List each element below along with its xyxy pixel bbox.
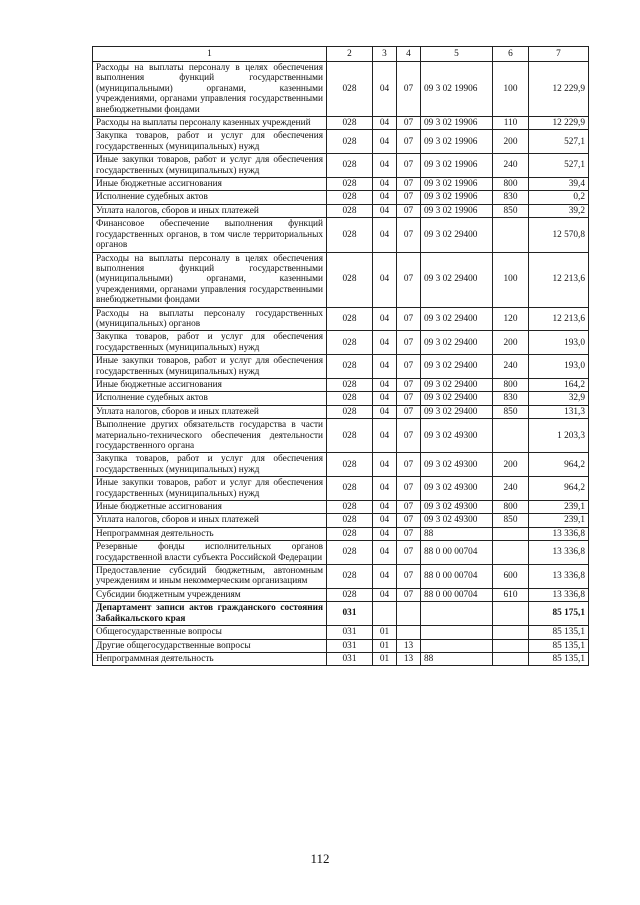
row-subsection-code: 13 — [397, 639, 421, 652]
row-description: Иные закупки товаров, работ и услуг для обеспечения государственных (муниципальных) нужд — [93, 477, 327, 501]
row-target-article: 88 0 00 00704 — [421, 565, 493, 589]
row-expense-type: 800 — [493, 378, 529, 391]
row-description: Непрограммная деятельность — [93, 652, 327, 665]
row-expense-type: 610 — [493, 588, 529, 601]
table-row — [93, 602, 589, 626]
header-cell-6: 6 — [493, 47, 529, 62]
row-admin-code: 031 — [327, 639, 373, 652]
row-section-code: 04 — [373, 130, 397, 154]
table-row — [93, 204, 589, 217]
row-target-article: 09 3 02 29400 — [421, 218, 493, 252]
table-row — [93, 588, 589, 601]
row-section-code: 04 — [373, 117, 397, 130]
row-amount: 13 336,8 — [529, 527, 589, 540]
row-subsection-code: 07 — [397, 565, 421, 589]
row-section-code: 04 — [373, 588, 397, 601]
row-section-code: 01 — [373, 652, 397, 665]
budget-table — [92, 46, 589, 666]
table-row — [93, 62, 589, 117]
header-cell-2: 2 — [327, 47, 373, 62]
row-description: Закупка товаров, работ и услуг для обеспечения государственных (муниципальных) нужд — [93, 331, 327, 355]
row-admin-code: 028 — [327, 252, 373, 307]
row-section-code: 04 — [373, 565, 397, 589]
row-target-article: 09 3 02 19906 — [421, 154, 493, 178]
row-section-code: 04 — [373, 419, 397, 453]
table-row — [93, 117, 589, 130]
row-description: Расходы на выплаты персоналу казенных учреждений — [93, 117, 327, 130]
row-section-code: 04 — [373, 378, 397, 391]
table-row — [93, 419, 589, 453]
row-admin-code: 028 — [327, 218, 373, 252]
row-admin-code: 028 — [327, 477, 373, 501]
row-amount: 964,2 — [529, 453, 589, 477]
row-description: Уплата налогов, сборов и иных платежей — [93, 204, 327, 217]
row-section-code: 04 — [373, 514, 397, 527]
row-target-article: 09 3 02 29400 — [421, 355, 493, 379]
row-description: Иные закупки товаров, работ и услуг для обеспечения государственных (муниципальных) нужд — [93, 355, 327, 379]
row-amount: 85 135,1 — [529, 639, 589, 652]
row-target-article: 09 3 02 49300 — [421, 501, 493, 514]
table-row — [93, 378, 589, 391]
row-expense-type — [493, 626, 529, 639]
row-admin-code: 028 — [327, 355, 373, 379]
row-admin-code: 028 — [327, 378, 373, 391]
row-subsection-code: 07 — [397, 204, 421, 217]
row-section-code: 04 — [373, 218, 397, 252]
table-row — [93, 252, 589, 307]
row-description: Уплата налогов, сборов и иных платежей — [93, 405, 327, 418]
row-section-code: 04 — [373, 405, 397, 418]
row-amount: 32,9 — [529, 392, 589, 405]
row-target-article: 09 3 02 19906 — [421, 191, 493, 204]
row-subsection-code: 07 — [397, 453, 421, 477]
row-section-code: 04 — [373, 331, 397, 355]
row-subsection-code: 07 — [397, 477, 421, 501]
table-row — [93, 453, 589, 477]
row-section-code: 04 — [373, 541, 397, 565]
table-row — [93, 355, 589, 379]
row-admin-code: 028 — [327, 154, 373, 178]
row-section-code: 04 — [373, 62, 397, 117]
row-description: Субсидии бюджетным учреждениям — [93, 588, 327, 601]
row-description: Выполнение других обязательств государства в части материально-технического обеспечения деятельности государственного органа — [93, 419, 327, 453]
row-target-article: 09 3 02 49300 — [421, 477, 493, 501]
row-target-article — [421, 626, 493, 639]
row-expense-type: 850 — [493, 514, 529, 527]
row-amount: 39,4 — [529, 178, 589, 191]
row-subsection-code — [397, 626, 421, 639]
row-description: Закупка товаров, работ и услуг для обеспечения государственных (муниципальных) нужд — [93, 453, 327, 477]
row-target-article: 09 3 02 29400 — [421, 378, 493, 391]
row-section-code: 04 — [373, 453, 397, 477]
row-amount: 85 135,1 — [529, 626, 589, 639]
row-amount: 964,2 — [529, 477, 589, 501]
row-amount: 12 213,6 — [529, 307, 589, 331]
table-row — [93, 477, 589, 501]
row-admin-code: 031 — [327, 602, 373, 626]
row-amount: 12 570,8 — [529, 218, 589, 252]
table-row — [93, 626, 589, 639]
row-target-article: 88 0 00 00704 — [421, 588, 493, 601]
row-subsection-code: 07 — [397, 62, 421, 117]
row-expense-type: 100 — [493, 62, 529, 117]
row-admin-code: 028 — [327, 453, 373, 477]
row-expense-type: 830 — [493, 392, 529, 405]
row-amount: 39,2 — [529, 204, 589, 217]
row-section-code: 04 — [373, 501, 397, 514]
row-subsection-code: 07 — [397, 178, 421, 191]
row-description: Финансовое обеспечение выполнения функций государственных органов, в том числе территориальных органов — [93, 218, 327, 252]
table-row — [93, 527, 589, 540]
row-admin-code: 028 — [327, 331, 373, 355]
row-description: Резервные фонды исполнительных органов государственной власти субъекта Российской Федерации — [93, 541, 327, 565]
row-target-article: 09 3 02 19906 — [421, 204, 493, 217]
row-admin-code: 028 — [327, 527, 373, 540]
header-cell-3: 3 — [373, 47, 397, 62]
row-subsection-code: 07 — [397, 218, 421, 252]
row-expense-type: 830 — [493, 191, 529, 204]
row-admin-code: 028 — [327, 514, 373, 527]
row-amount: 131,3 — [529, 405, 589, 418]
row-target-article: 09 3 02 49300 — [421, 453, 493, 477]
row-expense-type — [493, 419, 529, 453]
table-row — [93, 652, 589, 665]
table-row — [93, 178, 589, 191]
row-section-code: 04 — [373, 154, 397, 178]
table-header-row — [93, 47, 589, 62]
row-expense-type — [493, 218, 529, 252]
row-expense-type: 200 — [493, 130, 529, 154]
row-admin-code: 028 — [327, 588, 373, 601]
row-amount: 12 229,9 — [529, 62, 589, 117]
row-expense-type: 120 — [493, 307, 529, 331]
table-body — [93, 47, 589, 666]
row-subsection-code: 07 — [397, 378, 421, 391]
row-description: Предоставление субсидий бюджетным, автономным учреждениям и иным некоммерческим организациям — [93, 565, 327, 589]
row-target-article: 09 3 02 19906 — [421, 117, 493, 130]
row-amount: 527,1 — [529, 154, 589, 178]
row-subsection-code: 07 — [397, 154, 421, 178]
row-section-code: 04 — [373, 191, 397, 204]
row-admin-code: 028 — [327, 130, 373, 154]
row-subsection-code: 07 — [397, 117, 421, 130]
row-admin-code: 028 — [327, 501, 373, 514]
row-admin-code: 028 — [327, 62, 373, 117]
row-description: Другие общегосударственные вопросы — [93, 639, 327, 652]
header-cell-1: 1 — [93, 47, 327, 62]
row-expense-type: 600 — [493, 565, 529, 589]
row-subsection-code: 07 — [397, 355, 421, 379]
row-expense-type: 200 — [493, 453, 529, 477]
row-description: Общегосударственные вопросы — [93, 626, 327, 639]
row-section-code: 04 — [373, 204, 397, 217]
row-admin-code: 028 — [327, 565, 373, 589]
row-amount: 164,2 — [529, 378, 589, 391]
row-admin-code: 028 — [327, 392, 373, 405]
row-admin-code: 028 — [327, 307, 373, 331]
row-description: Непрограммная деятельность — [93, 527, 327, 540]
row-admin-code: 028 — [327, 117, 373, 130]
row-subsection-code: 07 — [397, 588, 421, 601]
row-description: Исполнение судебных актов — [93, 191, 327, 204]
row-subsection-code: 07 — [397, 331, 421, 355]
row-subsection-code: 13 — [397, 652, 421, 665]
row-amount: 527,1 — [529, 130, 589, 154]
row-target-article: 09 3 02 49300 — [421, 514, 493, 527]
table-row — [93, 565, 589, 589]
row-subsection-code: 07 — [397, 501, 421, 514]
row-subsection-code: 07 — [397, 419, 421, 453]
row-target-article — [421, 639, 493, 652]
row-target-article: 09 3 02 19906 — [421, 62, 493, 117]
row-description: Уплата налогов, сборов и иных платежей — [93, 514, 327, 527]
row-description: Иные бюджетные ассигнования — [93, 178, 327, 191]
table-row — [93, 331, 589, 355]
row-amount: 13 336,8 — [529, 565, 589, 589]
row-amount: 193,0 — [529, 331, 589, 355]
row-description: Иные бюджетные ассигнования — [93, 501, 327, 514]
row-target-article: 09 3 02 29400 — [421, 252, 493, 307]
row-section-code: 01 — [373, 626, 397, 639]
row-expense-type — [493, 652, 529, 665]
row-description: Расходы на выплаты персоналу в целях обеспечения выполнения функций государственными (муниципальными) органами, казенными учреждениями, органами управления государственными внебюджетными фондами — [93, 62, 327, 117]
row-target-article: 09 3 02 29400 — [421, 392, 493, 405]
row-section-code: 04 — [373, 527, 397, 540]
row-target-article: 09 3 02 19906 — [421, 130, 493, 154]
row-amount: 0,2 — [529, 191, 589, 204]
row-expense-type: 110 — [493, 117, 529, 130]
row-expense-type: 800 — [493, 501, 529, 514]
row-admin-code: 028 — [327, 204, 373, 217]
row-expense-type: 200 — [493, 331, 529, 355]
row-amount: 12 213,6 — [529, 252, 589, 307]
row-subsection-code: 07 — [397, 541, 421, 565]
table-row — [93, 307, 589, 331]
row-subsection-code: 07 — [397, 405, 421, 418]
row-target-article: 09 3 02 49300 — [421, 419, 493, 453]
table-row — [93, 541, 589, 565]
row-subsection-code: 07 — [397, 307, 421, 331]
row-target-article: 88 — [421, 527, 493, 540]
row-description: Иные бюджетные ассигнования — [93, 378, 327, 391]
row-subsection-code: 07 — [397, 191, 421, 204]
row-target-article: 09 3 02 29400 — [421, 405, 493, 418]
row-admin-code: 028 — [327, 405, 373, 418]
row-target-article: 88 0 00 00704 — [421, 541, 493, 565]
row-amount: 13 336,8 — [529, 588, 589, 601]
table-row — [93, 392, 589, 405]
row-subsection-code: 07 — [397, 527, 421, 540]
row-expense-type — [493, 602, 529, 626]
row-amount: 1 203,3 — [529, 419, 589, 453]
row-section-code: 04 — [373, 178, 397, 191]
row-amount: 12 229,9 — [529, 117, 589, 130]
table-row — [93, 639, 589, 652]
row-subsection-code — [397, 602, 421, 626]
row-target-article — [421, 602, 493, 626]
row-expense-type: 850 — [493, 405, 529, 418]
row-admin-code: 031 — [327, 652, 373, 665]
row-section-code: 04 — [373, 307, 397, 331]
row-description: Расходы на выплаты персоналу в целях обеспечения выполнения функций государственными (муниципальными) органами, казенными учреждениями, органами управления государственными внебюджетными фондами — [93, 252, 327, 307]
row-amount: 193,0 — [529, 355, 589, 379]
row-description: Иные закупки товаров, работ и услуг для обеспечения государственных (муниципальных) нужд — [93, 154, 327, 178]
row-expense-type: 240 — [493, 355, 529, 379]
header-cell-4: 4 — [397, 47, 421, 62]
row-section-code: 04 — [373, 252, 397, 307]
row-expense-type: 850 — [493, 204, 529, 217]
header-cell-5: 5 — [421, 47, 493, 62]
row-subsection-code: 07 — [397, 392, 421, 405]
row-subsection-code: 07 — [397, 514, 421, 527]
table-row — [93, 191, 589, 204]
table-row — [93, 130, 589, 154]
row-subsection-code: 07 — [397, 130, 421, 154]
row-amount: 13 336,8 — [529, 541, 589, 565]
row-amount: 239,1 — [529, 514, 589, 527]
row-section-code — [373, 602, 397, 626]
row-admin-code: 028 — [327, 191, 373, 204]
row-amount: 85 135,1 — [529, 652, 589, 665]
row-section-code: 01 — [373, 639, 397, 652]
row-expense-type: 240 — [493, 154, 529, 178]
row-expense-type: 800 — [493, 178, 529, 191]
row-subsection-code: 07 — [397, 252, 421, 307]
header-cell-7: 7 — [529, 47, 589, 62]
row-expense-type — [493, 541, 529, 565]
row-description: Исполнение судебных актов — [93, 392, 327, 405]
row-expense-type — [493, 639, 529, 652]
row-amount: 239,1 — [529, 501, 589, 514]
row-target-article: 09 3 02 19906 — [421, 178, 493, 191]
row-description: Закупка товаров, работ и услуг для обеспечения государственных (муниципальных) нужд — [93, 130, 327, 154]
row-target-article: 09 3 02 29400 — [421, 331, 493, 355]
table-row — [93, 154, 589, 178]
row-admin-code: 031 — [327, 626, 373, 639]
row-target-article: 09 3 02 29400 — [421, 307, 493, 331]
row-description: Расходы на выплаты персоналу государственных (муниципальных) органов — [93, 307, 327, 331]
row-expense-type — [493, 527, 529, 540]
row-section-code: 04 — [373, 477, 397, 501]
row-description: Департамент записи актов гражданского состояния Забайкальского края — [93, 602, 327, 626]
page-number: 112 — [310, 851, 330, 866]
row-expense-type: 240 — [493, 477, 529, 501]
table-row — [93, 514, 589, 527]
table-row — [93, 405, 589, 418]
row-admin-code: 028 — [327, 178, 373, 191]
table-row — [93, 501, 589, 514]
row-amount: 85 175,1 — [529, 602, 589, 626]
row-admin-code: 028 — [327, 541, 373, 565]
row-admin-code: 028 — [327, 419, 373, 453]
row-target-article: 88 — [421, 652, 493, 665]
row-section-code: 04 — [373, 392, 397, 405]
table-row — [93, 218, 589, 252]
row-section-code: 04 — [373, 355, 397, 379]
row-expense-type: 100 — [493, 252, 529, 307]
